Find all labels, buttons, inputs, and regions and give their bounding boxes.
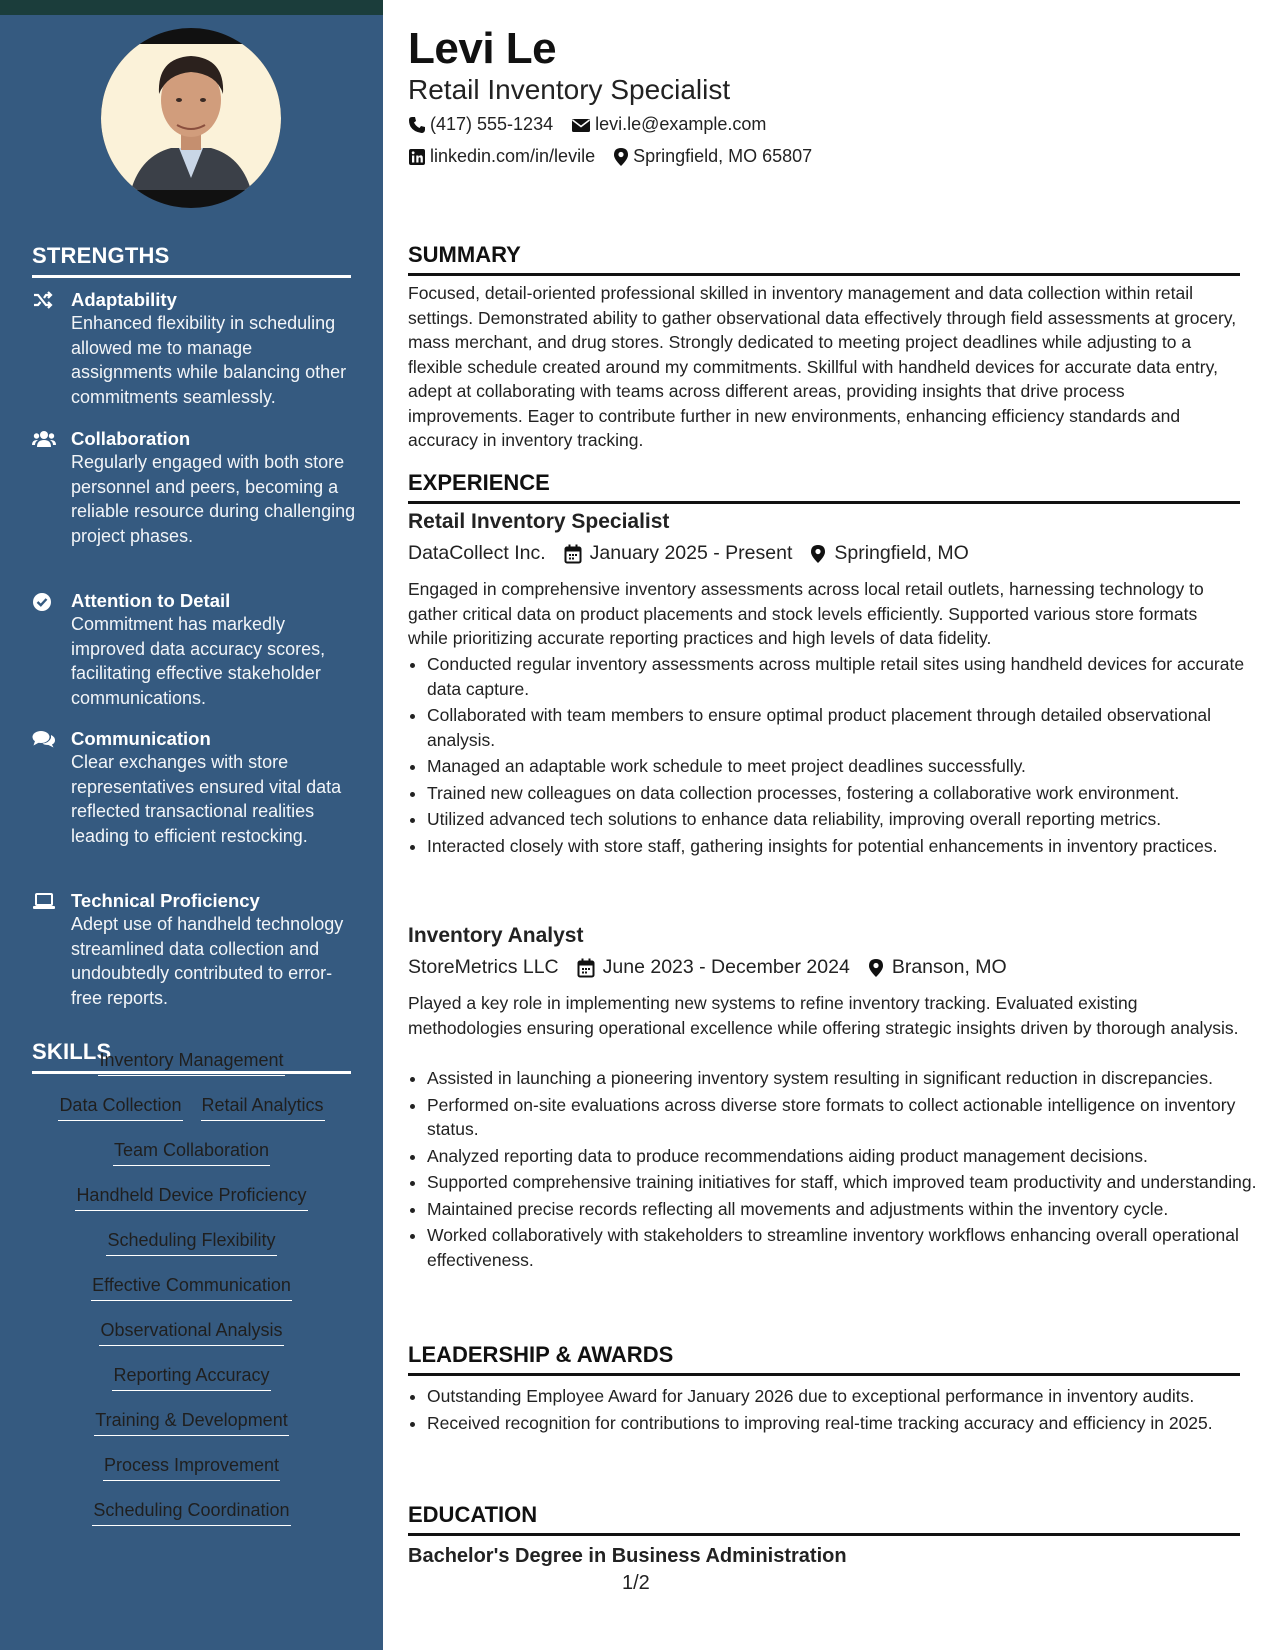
strength-item-technical-proficiency <box>32 889 357 1010</box>
list-item: • Interacted closely with store staff, gathering insights for potential enhancements in inventory practices. <box>427 834 1259 859</box>
list-item: • Managed an adaptable work schedule to meet project deadlines successfully. <box>427 754 1259 779</box>
job-description: Played a key role in implementing new systems to refine inventory tracking. Evaluated existing methodologies ensuring operational excellence while offering strategic insights driven by thorough analysis. <box>408 993 1239 1038</box>
top-accent-bar <box>0 0 383 15</box>
awards-list <box>408 1384 1259 1437</box>
list-item: • Trained new colleagues on data collection processes, fostering a collaborative work environment. <box>427 781 1259 806</box>
strength-title: Collaboration <box>71 428 191 449</box>
job-description: Engaged in comprehensive inventory assessments across local retail outlets, harnessing technology to gather critical data on product placements and stock levels efficiently. Supported various store formats while prioritizing accurate reporting practices and high levels of data fidelity. <box>408 579 1204 648</box>
page-number: 1/2 <box>622 1572 650 1594</box>
strength-desc: Clear exchanges with store representatives ensured vital data reflected transactional realities leading to efficient restocking. <box>71 752 342 846</box>
list-item: • Conducted regular inventory assessments across multiple retail sites using handheld devices for accurate data capture. <box>427 652 1259 701</box>
strength-item-attention-to-detail <box>32 589 357 710</box>
skill-tag: Handheld Device Proficiency <box>75 1183 307 1211</box>
contact-row-1 <box>408 114 784 135</box>
users-icon <box>32 430 54 448</box>
list-item: • Worked collaboratively with stakeholders to streamline inventory workflows enhancing overall operational effectiveness. <box>427 1223 1259 1272</box>
skill-tag: Inventory Management <box>98 1048 284 1076</box>
job-location: Branson, MO <box>891 956 1007 978</box>
strength-title: Technical Proficiency <box>71 890 260 911</box>
awards-heading: LEADERSHIP & AWARDS <box>408 1342 1240 1376</box>
job-title: Retail Inventory Specialist <box>408 510 670 533</box>
job-meta <box>408 542 987 565</box>
company-name: StoreMetrics LLC <box>408 956 559 978</box>
strength-desc: Enhanced flexibility in scheduling allowed me to manage assignments while balancing other commitments seamlessly. <box>71 313 347 407</box>
list-item: • Maintained precise records reflecting all movements and adjustments within the inventory cycle. <box>427 1197 1259 1222</box>
linkedin-text: linkedin.com/in/levile <box>430 146 596 166</box>
laptop-icon <box>32 892 54 910</box>
skills-heading: SKILLS <box>32 1039 351 1074</box>
strengths-heading: STRENGTHS <box>32 243 351 278</box>
skill-tag: Team Collaboration <box>113 1138 270 1166</box>
location-pin-icon <box>810 544 826 564</box>
summary-text: Focused, detail-oriented professional skilled in inventory management and data collection within retail settings. Demonstrated ability to gather observational data effectively through field assessments at grocery, mass merchant, and drug stores. Strongly dedicated to meeting project deadlines while adjusting to a flexible schedule created around my commitments. Skillful with handheld devices for accurate data entry, adept at collaborating with teams across different areas, providing insights that drive process improvements. Eager to contribute further in new environments, enhancing efficiency standards and accuracy in inventory tracking. <box>408 283 1237 450</box>
strength-desc: Adept use of handheld technology streamlined data collection and undoubtedly contributed to error-free reports. <box>71 914 344 1008</box>
strength-desc: Commitment has markedly improved data accuracy scores, facilitating effective stakeholder communications. <box>71 614 326 708</box>
education-heading: EDUCATION <box>408 1502 1240 1536</box>
skill-tag: Training & Development <box>94 1408 288 1436</box>
list-item: • Collaborated with team members to ensure optimal product placement through detailed observational analysis. <box>427 703 1259 752</box>
profile-photo <box>101 28 281 208</box>
phone-icon <box>408 116 426 134</box>
company-name: DataCollect Inc. <box>408 542 546 564</box>
skill-tag: Reporting Accuracy <box>112 1363 270 1391</box>
list-item: • Assisted in launching a pioneering inventory system resulting in significant reduction in discrepancies. <box>427 1066 1259 1091</box>
list-item: • Outstanding Employee Award for January 2026 due to exceptional performance in inventory audits. <box>427 1384 1259 1409</box>
strength-title: Attention to Detail <box>71 590 231 611</box>
skill-tag: Data Collection <box>58 1093 182 1121</box>
job-bullets <box>408 652 1259 860</box>
list-item: • Utilized advanced tech solutions to enhance data reliability, improving overall reporting metrics. <box>427 807 1259 832</box>
job-title: Inventory Analyst <box>408 924 584 947</box>
check-circle-icon <box>32 592 54 610</box>
shuffle-icon <box>32 291 54 309</box>
list-item: • Performed on-site evaluations across diverse store formats to collect actionable intelligence on inventory status. <box>427 1093 1259 1142</box>
candidate-role: Retail Inventory Specialist <box>408 74 731 105</box>
experience-heading: EXPERIENCE <box>408 470 1240 504</box>
location-pin-icon <box>613 147 629 167</box>
contact-row-2 <box>408 146 830 167</box>
job-meta <box>408 956 1025 979</box>
list-item: • Supported comprehensive training initiatives for staff, which improved team productivity and understanding. <box>427 1170 1259 1195</box>
skill-tag: Process Improvement <box>103 1453 280 1481</box>
skill-tag: Retail Analytics <box>201 1093 325 1121</box>
strength-desc: Regularly engaged with both store personnel and peers, becoming a reliable resource during challenging project phases. <box>71 452 356 546</box>
strength-title: Communication <box>71 728 211 749</box>
location-text: Springfield, MO 65807 <box>633 146 813 166</box>
job-dates: January 2025 - Present <box>589 542 793 564</box>
job-dates: June 2023 - December 2024 <box>602 956 850 978</box>
email-text: levi.le@example.com <box>595 114 767 134</box>
email-icon <box>571 117 591 133</box>
list-item: • Analyzed reporting data to produce recommendations aiding product management decisions. <box>427 1144 1259 1169</box>
linkedin-icon <box>408 148 426 166</box>
calendar-icon <box>577 958 595 978</box>
skill-tag: Scheduling Flexibility <box>106 1228 276 1256</box>
strength-item-communication <box>32 727 357 848</box>
calendar-icon <box>564 544 582 564</box>
list-item: • Received recognition for contributions to improving real-time tracking accuracy and efficiency in 2025. <box>427 1411 1259 1436</box>
phone-text: (417) 555-1234 <box>430 114 554 134</box>
candidate-name: Levi Le <box>408 24 557 73</box>
strength-item-adaptability <box>32 288 357 409</box>
education-degree: Bachelor's Degree in Business Administration <box>408 1545 847 1567</box>
summary-heading: SUMMARY <box>408 242 1240 276</box>
comments-icon <box>32 730 54 748</box>
job-location: Springfield, MO <box>834 542 969 564</box>
skills-list <box>32 1048 351 1543</box>
skill-tag: Effective Communication <box>91 1273 292 1301</box>
strength-item-collaboration <box>32 427 357 548</box>
skill-tag: Observational Analysis <box>99 1318 283 1346</box>
job-bullets <box>408 1066 1259 1274</box>
skill-tag: Scheduling Coordination <box>92 1498 290 1526</box>
strength-title: Adaptability <box>71 289 177 310</box>
location-pin-icon <box>868 958 884 978</box>
